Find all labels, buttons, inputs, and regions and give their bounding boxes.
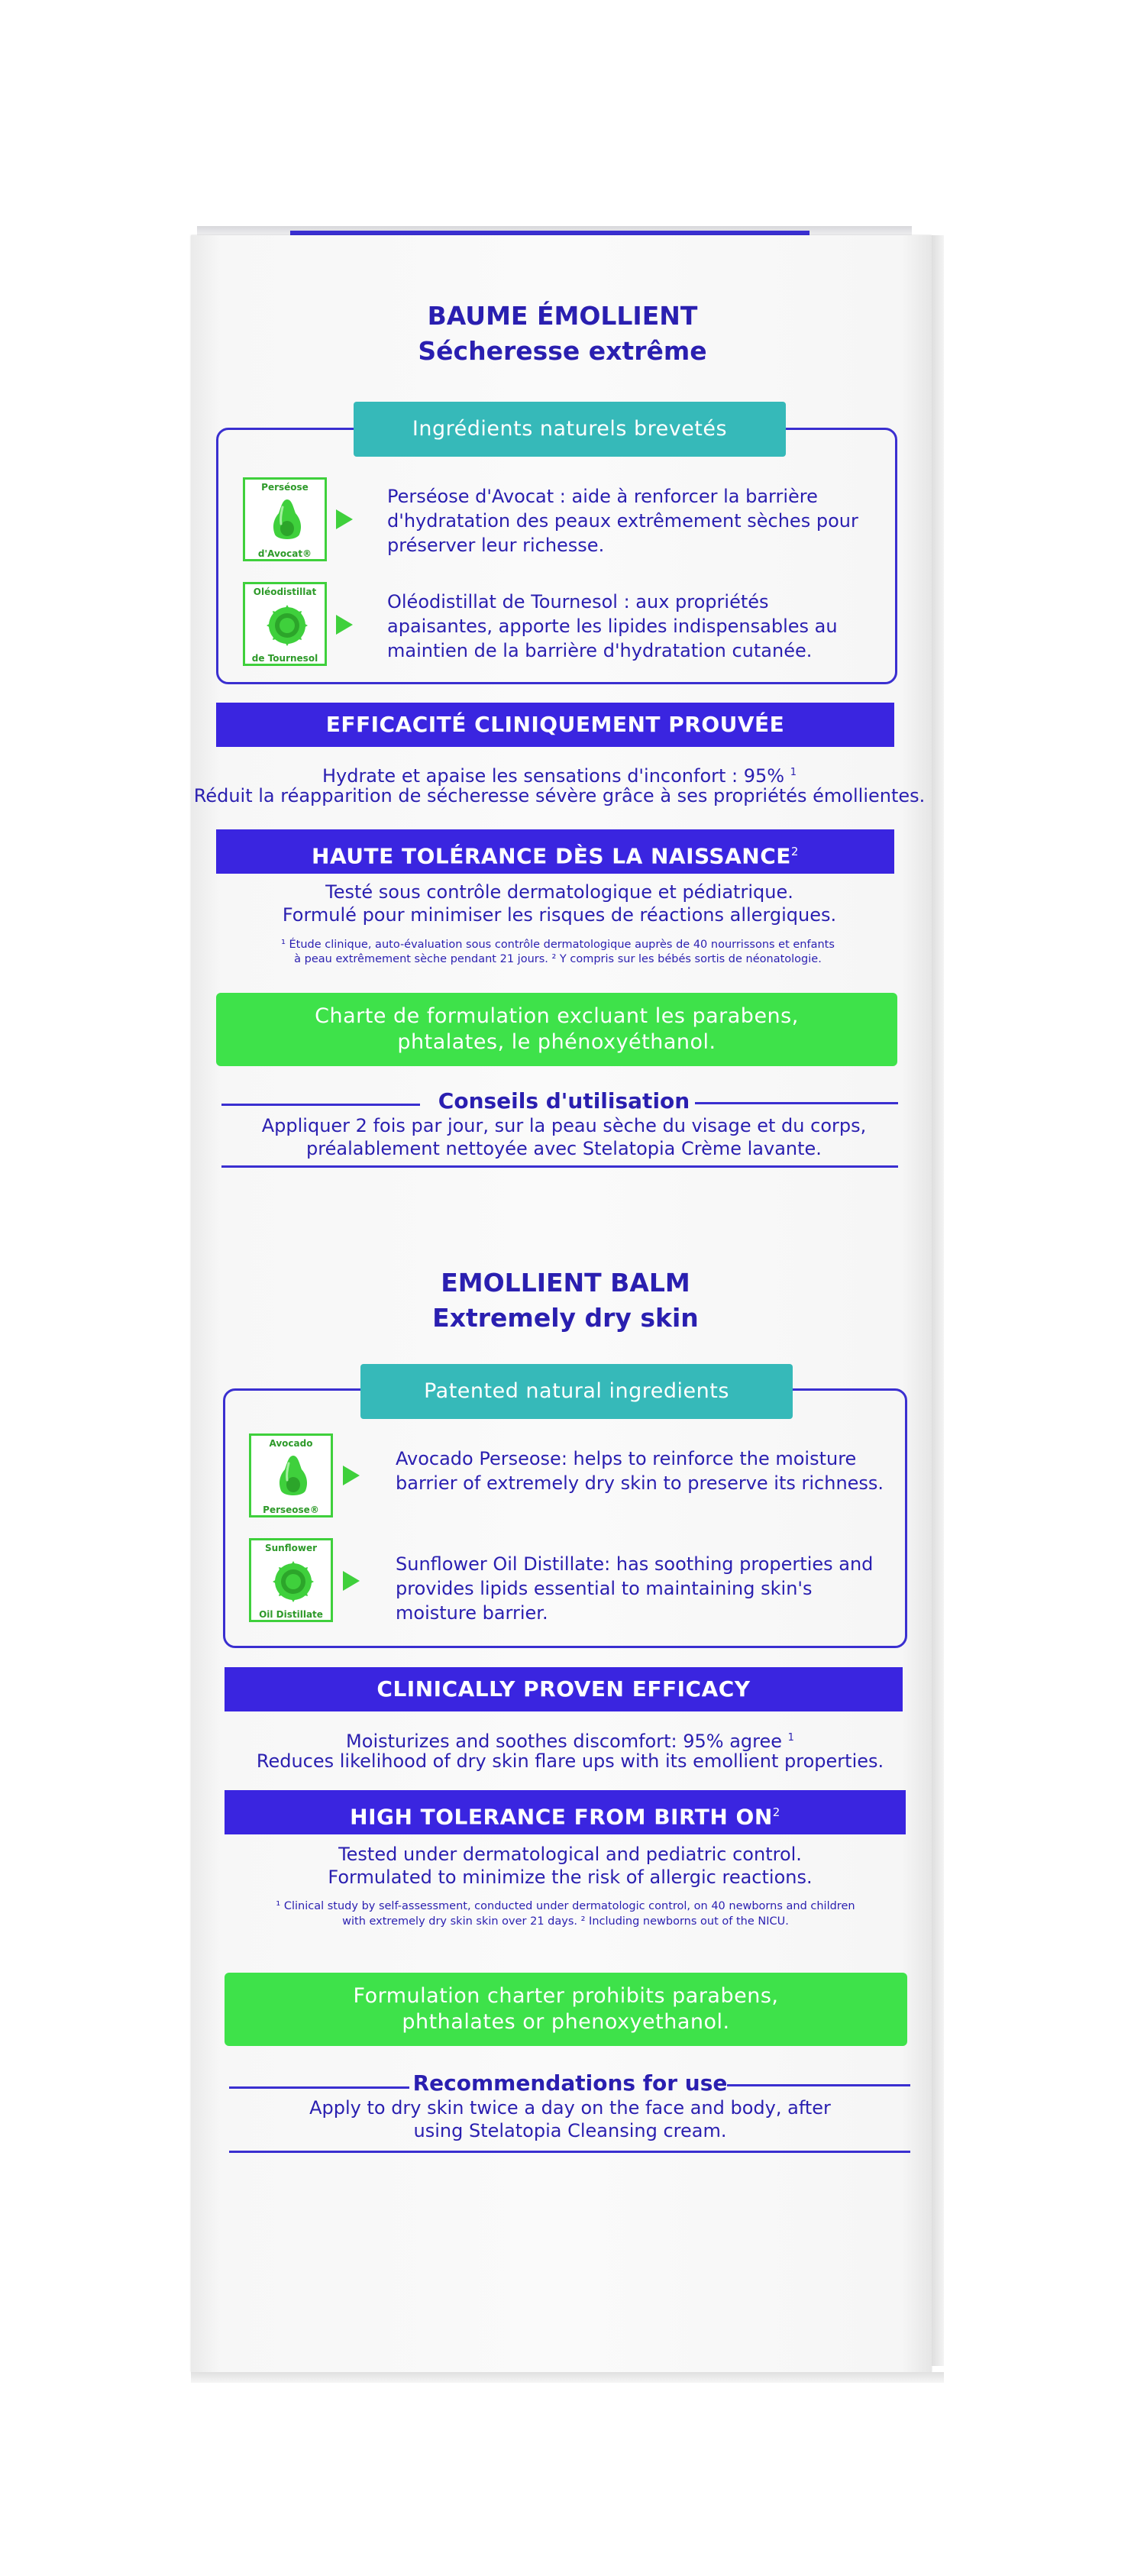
efficacy-header-en: CLINICALLY PROVEN EFFICACY (225, 1667, 903, 1711)
charter-line: Charte de formulation excluant les parabens, (315, 1004, 799, 1028)
charter-line: phtalates, le phénoxyéthanol. (397, 1030, 716, 1054)
footnote-ref: 2 (772, 1805, 780, 1819)
usage-title-fr: Conseils d'utilisation (438, 1088, 690, 1113)
efficacy-claim-en-2: Reduces likelihood of dry skin flare ups with its emollient properties. (256, 1750, 884, 1772)
badge-label-top: Avocado (269, 1438, 313, 1449)
footnote-en: ¹ Clinical study by self-assessment, conducted under dermatologic control, on 40 newborns and children (276, 1900, 855, 1912)
footnote-fr-2: à peau extrêmement sèche pendant 21 jours. ² Y compris sur les bébés sortis de néonatologie. (294, 953, 822, 965)
tolerance-header-en (225, 1790, 906, 1834)
ingredient-badge-avocado-en (249, 1433, 333, 1517)
sunflower-icon (272, 1557, 315, 1605)
charter-line: phthalates or phenoxyethanol. (402, 2010, 730, 2034)
ingredient-text-line: barrier of extremely dry skin to preserve its richness. (396, 1472, 884, 1494)
badge-label-top: Perséose (261, 482, 309, 493)
efficacy-claim-text: Moisturizes and soothes discomfort: 95% agree (346, 1731, 783, 1752)
badge-label-bottom: Oil Distillate (259, 1609, 323, 1620)
ingredients-header-en: Patented natural ingredients (360, 1364, 793, 1419)
avocado-icon (272, 1453, 315, 1500)
ingredient-arrow-icon (343, 1571, 360, 1591)
divider-line (229, 2151, 910, 2153)
efficacy-header-fr: EFFICACITÉ CLINIQUEMENT PROUVÉE (216, 703, 894, 747)
product-title-fr: BAUME ÉMOLLIENT (427, 301, 698, 331)
tolerance-header-text: HAUTE TOLÉRANCE DÈS LA NAISSANCE (312, 843, 791, 869)
ingredient-text-line: apaisantes, apporte les lipides indispensables au (387, 616, 838, 637)
product-subtitle-fr: Sécheresse extrême (418, 336, 707, 366)
badge-label-bottom: Perseose® (263, 1505, 319, 1515)
footnote-ref: 2 (790, 845, 799, 858)
usage-instructions-fr-2: préalablement nettoyée avec Stelatopia Crème lavante. (306, 1138, 822, 1159)
efficacy-claim-fr-2: Réduit la réapparition de sécheresse sévère grâce à ses propriétés émollientes. (193, 785, 926, 806)
usage-instructions-en-2: using Stelatopia Cleansing cream. (413, 2120, 727, 2141)
ingredient-text-line: préserver leur richesse. (387, 535, 605, 556)
badge-label-top: Oléodistillat (253, 587, 317, 597)
ingredients-header-fr: Ingrédients naturels brevetés (354, 402, 786, 457)
ingredient-badge-sunflower-en (249, 1538, 333, 1622)
product-title-en: EMOLLIENT BALM (441, 1268, 690, 1298)
tolerance-line-fr-2: Formulé pour minimiser les risques de réactions allergiques. (282, 904, 837, 926)
badge-label-bottom: de Tournesol (251, 653, 318, 664)
ingredient-text-line: moisture barrier. (396, 1602, 548, 1624)
ingredient-text-line: provides lipids essential to maintaining skin's (396, 1578, 813, 1599)
tolerance-line-en: Tested under dermatological and pediatric control. (338, 1844, 802, 1865)
ingredient-text-line: d'hydratation des peaux extrêmement sèches pour (387, 510, 858, 532)
usage-title-en: Recommendations for use (412, 2070, 728, 2096)
footnote-en-2: with extremely dry skin skin over 21 days. ² Including newborns out of the NICU. (342, 1915, 789, 1928)
ingredient-text-line: maintien de la barrière d'hydratation cutanée. (387, 640, 813, 661)
ingredient-text-line: Oléodistillat de Tournesol : aux propriétés (387, 591, 769, 612)
ingredient-description-en (396, 1552, 884, 1625)
badge-label-top: Sunflower (264, 1543, 317, 1553)
charter-line: Formulation charter prohibits parabens, (353, 1984, 779, 2008)
tolerance-line-en-2: Formulated to minimize the risk of allergic reactions. (328, 1867, 813, 1888)
ingredient-arrow-icon (343, 1466, 360, 1485)
ingredient-description-en (396, 1446, 884, 1495)
formulation-charter-en (225, 1973, 907, 2046)
footnote-ref: 1 (787, 1732, 794, 1744)
ingredient-text-line: Avocado Perseose: helps to reinforce the moisture (396, 1448, 857, 1469)
badge-label-bottom: d'Avocat® (257, 548, 312, 559)
tolerance-line-fr: Testé sous contrôle dermatologique et pédiatrique. (325, 881, 793, 903)
product-subtitle-en: Extremely dry skin (432, 1303, 699, 1333)
tolerance-header-text: HIGH TOLERANCE FROM BIRTH ON (350, 1804, 773, 1830)
usage-instructions-en: Apply to dry skin twice a day on the face and body, after (309, 2097, 831, 2119)
ingredient-text-line: Sunflower Oil Distillate: has soothing properties and (396, 1553, 874, 1575)
footnote-fr: ¹ Étude clinique, auto-évaluation sous contrôle dermatologique auprès de 40 nourrissons et enfants (281, 939, 835, 951)
efficacy-claim-text: Hydrate et apaise les sensations d'inconfort : 95% (322, 765, 785, 787)
ingredient-text-line: Perséose d'Avocat : aide à renforcer la barrière (387, 486, 818, 507)
footnote-ref: 1 (790, 767, 797, 778)
usage-instructions-fr: Appliquer 2 fois par jour, sur la peau sèche du visage et du corps, (261, 1115, 867, 1136)
